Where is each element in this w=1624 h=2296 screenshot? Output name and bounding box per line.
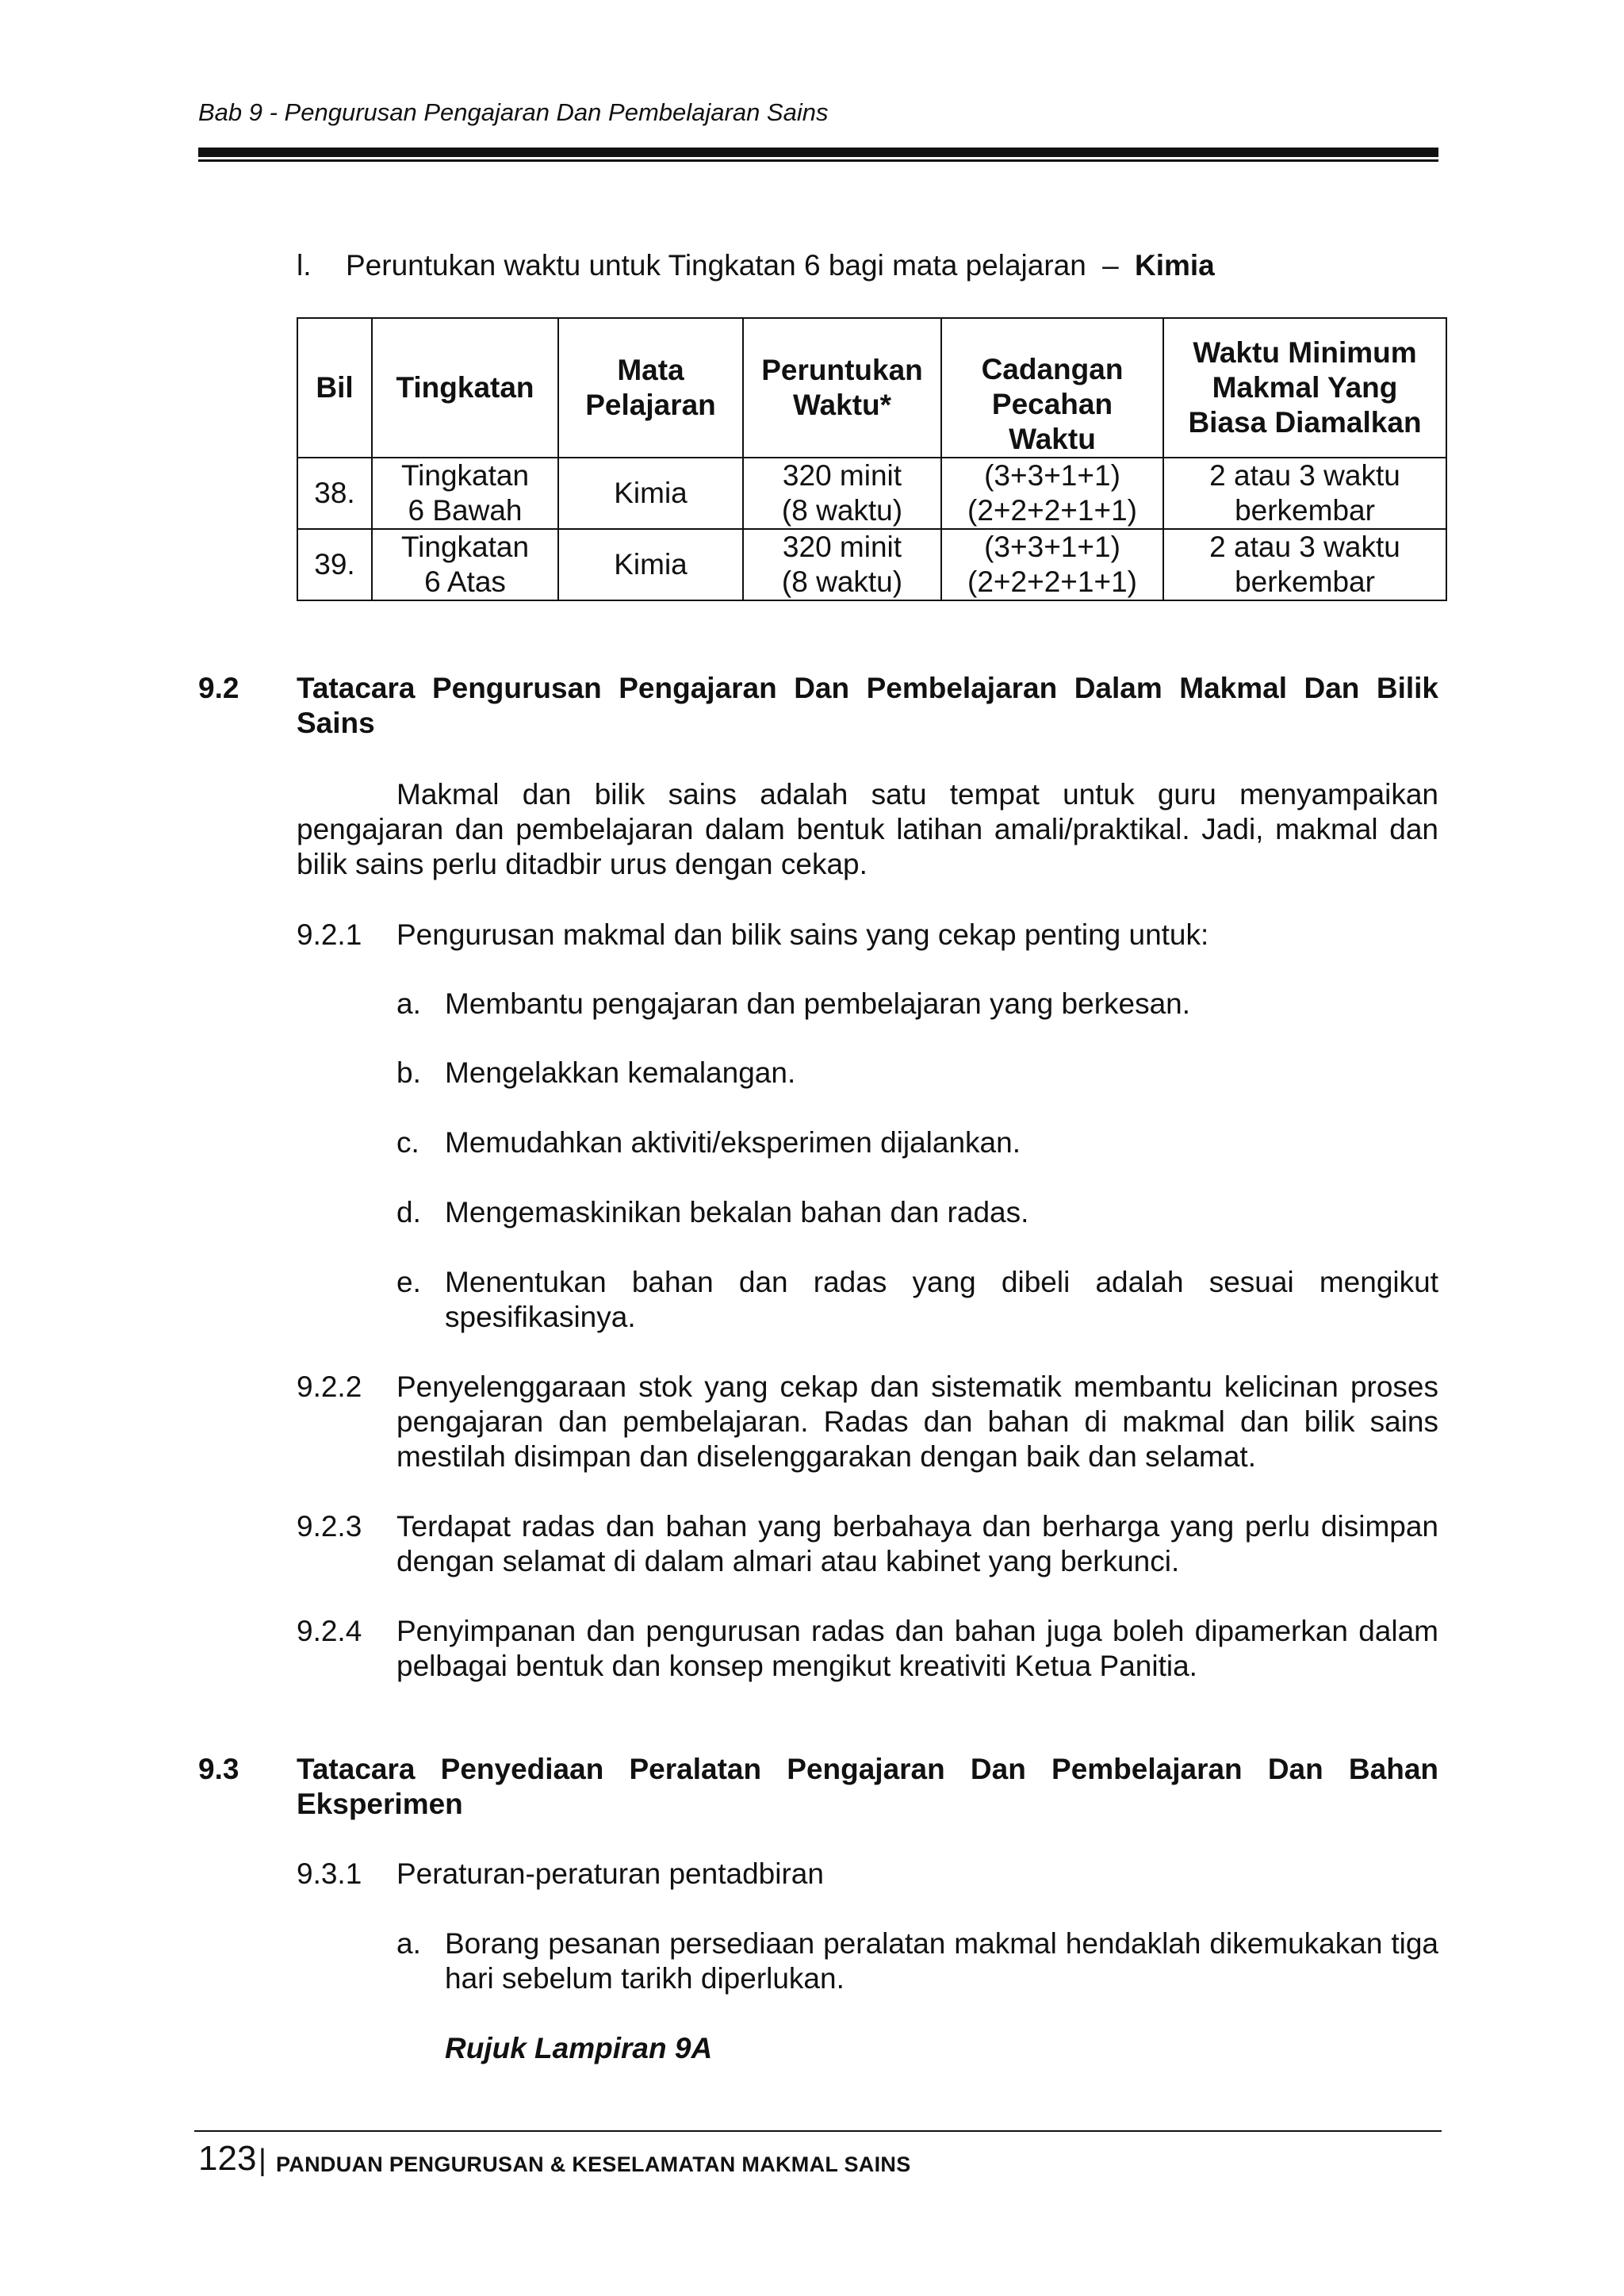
section-l-dash: – [1102, 249, 1119, 282]
list-item: Mengemaskinikan bekalan bahan dan radas. [445, 1196, 1029, 1228]
time-allocation-table [297, 317, 1447, 601]
list-item: Borang pesanan persediaan peralatan makmal hendaklah dikemukakan tiga hari sebelum tarikh diperlukan. [445, 1927, 1438, 1995]
cell-cadangan: (3+3+1+1) (2+2+2+1+1) [941, 458, 1163, 529]
sub-9-2-3-number: 9.2.3 [297, 1510, 362, 1543]
sub-9-2-2-text: Penyelenggaraan stok yang cekap dan sistematik membantu kelicinan proses pengajaran dan pembelajaran. Radas dan bahan di makmal dan bilik sains mestilah disimpan dan diselenggarakan dengan baik dan selamat. [396, 1370, 1438, 1473]
cell-peruntukan: 320 minit (8 waktu) [743, 529, 941, 600]
section-l-subject: Kimia [1134, 249, 1215, 282]
sub-9-2-4-text: Penyimpanan dan pengurusan radas dan bahan juga boleh dipamerkan dalam pelbagai bentuk dan konsep mengikut kreativiti Ketua Panitia. [396, 1615, 1438, 1682]
cell-bil: 39. [297, 529, 372, 600]
table-row [297, 458, 1446, 529]
cell-mata: Kimia [558, 529, 743, 600]
header-waktu-minimum: Waktu Minimum Makmal Yang Biasa Diamalkan [1163, 318, 1446, 458]
section-9-2-title-line1: Tatacara Pengurusan Pengajaran Dan Pembelajaran Dalam Makmal Dan Bilik [297, 672, 1438, 704]
list-item: Memudahkan aktiviti/eksperimen dijalankan. [445, 1126, 1021, 1159]
header-rule-thick [198, 148, 1438, 157]
header-mata-pelajaran: Mata Pelajaran [558, 318, 743, 458]
list-item-letter: c. [396, 1126, 419, 1159]
cell-bil: 38. [297, 458, 372, 529]
footer-separator: | [259, 2144, 266, 2177]
section-9-2-number: 9.2 [198, 672, 239, 704]
cell-minimum: 2 atau 3 waktu berkembar [1163, 529, 1446, 600]
cell-minimum: 2 atau 3 waktu berkembar [1163, 458, 1446, 529]
section-9-3-title-line1: Tatacara Penyediaan Peralatan Pengajaran Dan Pembelajaran Dan Bahan [297, 1753, 1438, 1785]
sub-9-3-1-text: Peraturan-peraturan pentadbiran [396, 1857, 824, 1890]
cell-mata: Kimia [558, 458, 743, 529]
list-item-letter: a. [396, 1927, 421, 1960]
list-item: Membantu pengajaran dan pembelajaran yang berkesan. [445, 987, 1191, 1020]
sub-9-2-1-text: Pengurusan makmal dan bilik sains yang cekap penting untuk: [396, 918, 1209, 951]
list-item: Mengelakkan kemalangan. [445, 1056, 796, 1089]
list-item: Menentukan bahan dan radas yang dibeli adalah sesuai mengikut spesifikasinya. [445, 1266, 1438, 1333]
section-9-2-title-line2: Sains [297, 707, 375, 739]
table-row [297, 529, 1446, 600]
list-item-letter: a. [396, 987, 421, 1020]
cell-cadangan: (3+3+1+1) (2+2+2+1+1) [941, 529, 1163, 600]
footer-rule [194, 2130, 1442, 2132]
section-9-3-title-line2: Eksperimen [297, 1788, 463, 1820]
section-l-marker: l. [297, 249, 312, 282]
running-header: Bab 9 - Pengurusan Pengajaran Dan Pembelajaran Sains [198, 98, 829, 126]
list-item-letter: d. [396, 1196, 421, 1228]
section-9-2-paragraph: Makmal dan bilik sains adalah satu tempat untuk guru menyampaikan pengajaran dan pembelajaran dalam bentuk latihan amali/praktikal. Jadi, makmal dan bilik sains perlu ditadbir urus dengan cekap. [297, 778, 1438, 880]
cell-peruntukan: 320 minit (8 waktu) [743, 458, 941, 529]
header-cadangan-pecahan: Cadangan Pecahan Waktu [941, 318, 1163, 458]
section-l-text: Peruntukan waktu untuk Tingkatan 6 bagi mata pelajaran [346, 249, 1086, 282]
sub-9-3-1-number: 9.3.1 [297, 1857, 362, 1890]
header-rule-thin [198, 159, 1438, 162]
reference-lampiran: Rujuk Lampiran 9A [445, 2032, 713, 2064]
section-9-3-number: 9.3 [198, 1753, 239, 1785]
header-bil: Bil [297, 318, 372, 458]
sub-9-2-4-number: 9.2.4 [297, 1615, 362, 1647]
table-header-row [297, 318, 1446, 458]
section-l-heading [346, 248, 1215, 283]
header-tingkatan: Tingkatan [372, 318, 558, 458]
sub-9-2-2-number: 9.2.2 [297, 1370, 362, 1403]
sub-9-2-1-number: 9.2.1 [297, 918, 362, 951]
list-item-letter: b. [396, 1056, 421, 1089]
cell-tingkatan: Tingkatan 6 Atas [372, 529, 558, 600]
footer-title: PANDUAN PENGURUSAN & KESELAMATAN MAKMAL SAINS [276, 2152, 911, 2176]
header-peruntukan-waktu: Peruntukan Waktu* [743, 318, 941, 458]
page-number: 123 [198, 2139, 257, 2178]
list-item-letter: e. [396, 1266, 421, 1298]
cell-tingkatan: Tingkatan 6 Bawah [372, 458, 558, 529]
sub-9-2-3-text: Terdapat radas dan bahan yang berbahaya dan berharga yang perlu disimpan dengan selamat di dalam almari atau kabinet yang berkunci. [396, 1510, 1438, 1577]
